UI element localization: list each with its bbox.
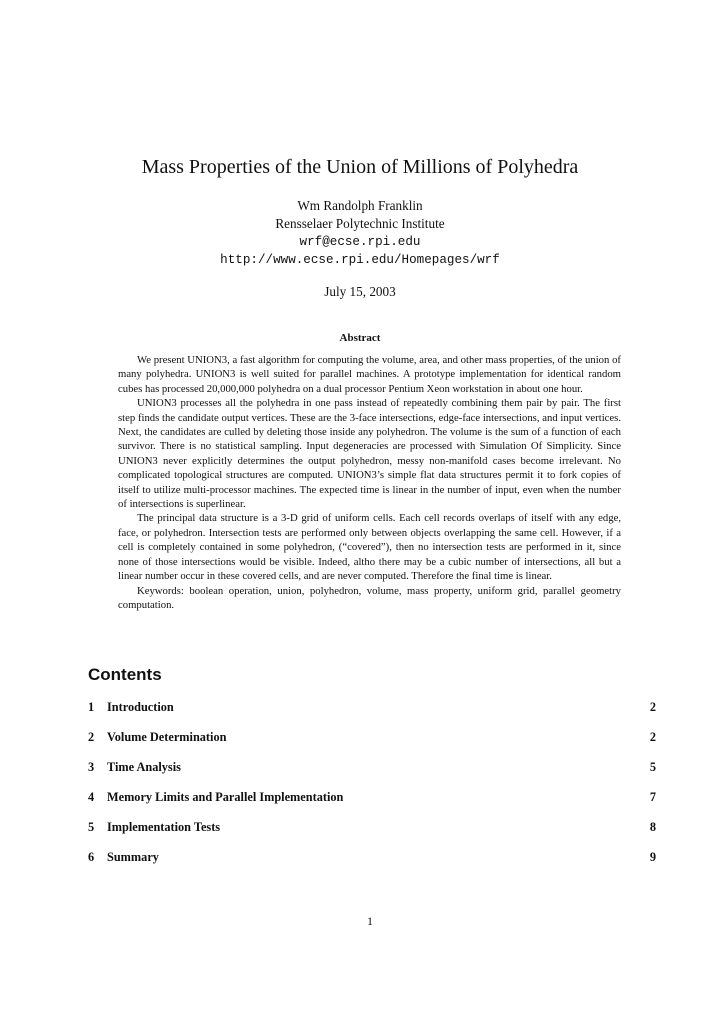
author-affiliation: Rensselaer Polytechnic Institute [275,216,445,231]
author-email[interactable]: wrf@ecse.rpi.edu [299,235,421,249]
toc-entry-page: 7 [649,790,656,804]
toc-entry-page: 2 [649,730,656,744]
toc-entry-title: Time Analysis [107,760,181,774]
abstract-paragraph: We present UNION3, a fast algorithm for computing the volume, area, and other mass properties, of the union of many polyhedra. UNION3 is well suited for parallel machines. A prototype implementation for identical random cubes has processed 20,000,000 polyhedra on a dual processor Pentium Xeon workstation in about one hour. [118,354,621,395]
toc-entry-page: 8 [649,820,656,834]
toc-entry-title: Volume Determination [107,730,227,744]
abstract-body [118,353,621,612]
author-block [0,197,720,269]
abstract-heading: Abstract [339,332,381,344]
toc-entry-page: 5 [649,760,656,774]
abstract-keywords: Keywords: boolean operation, union, polyhedron, volume, mass property, uniform grid, parallel geometry computation. [118,584,621,611]
toc-entry-number: 1 [88,700,95,714]
author-name: Wm Randolph Franklin [297,198,423,213]
toc-entry-title: Introduction [107,700,174,714]
toc-entry-summary[interactable] [88,849,656,879]
toc-entry-number: 5 [88,820,95,834]
toc-entry-title: Implementation Tests [107,820,221,834]
toc-entry-volume-determination[interactable] [88,729,656,759]
abstract-paragraph: The principal data structure is a 3-D grid of uniform cells. Each cell records overlaps of itself with any edge, face, or polyhedron. Intersection tests are performed only between objects overlapping the same cell. However, if a cell is completely contained in some polyhedron, (“covered”), then no intersection tests are performed in it, since none of those intersections would be visible. Indeed, altho there may be a cubic number of intersections, all but a linear number occur in these covered cells, and are never computed. Therefore the final time is linear. [118,512,621,583]
paper-date: July 15, 2003 [324,284,396,299]
page-number: 1 [367,914,373,928]
toc-entry-title: Memory Limits and Parallel Implementation [107,790,344,804]
abstract-paragraph: UNION3 processes all the polyhedra in one pass instead of repeatedly combining them pair by pair. The first step finds the candidate output vertices. These are the 3-face intersections, edge-face intersections, and input vertices. Next, the candidates are culled by deleting those inside any polyhedron. The volume is the sum of a function of each survivor. There is no statistical sampling. Input degeneracies are processed with Simulation Of Simplicity. Since UNION3 never explicitly determines the output polyhedron, messy non-manifold cases become irrelevant. No complicated topological structures are computed. UNION3’s simple flat data structures permit it to fork copies of itself to utilize multi-processor machines. The expected time is linear in the number of input, even when the number of intersections is superlinear. [118,397,621,511]
toc-entry-introduction[interactable] [88,699,656,729]
toc-entry-number: 3 [88,760,95,774]
toc-entry-page: 2 [649,700,656,714]
toc-entry-number: 4 [88,790,95,804]
toc-entry-page: 9 [649,850,656,864]
toc-entry-time-analysis[interactable] [88,759,656,789]
toc-entry-memory-limits[interactable] [88,789,656,819]
contents-heading: Contents [88,665,162,684]
toc-entry-title: Summary [107,850,159,864]
table-of-contents [88,699,656,879]
toc-entry-number: 2 [88,730,95,744]
toc-entry-implementation-tests[interactable] [88,819,656,849]
author-homepage-url[interactable]: http://www.ecse.rpi.edu/Homepages/wrf [220,253,500,267]
paper-title: Mass Properties of the Union of Millions of Polyhedra [141,156,579,178]
toc-entry-number: 6 [88,850,95,864]
